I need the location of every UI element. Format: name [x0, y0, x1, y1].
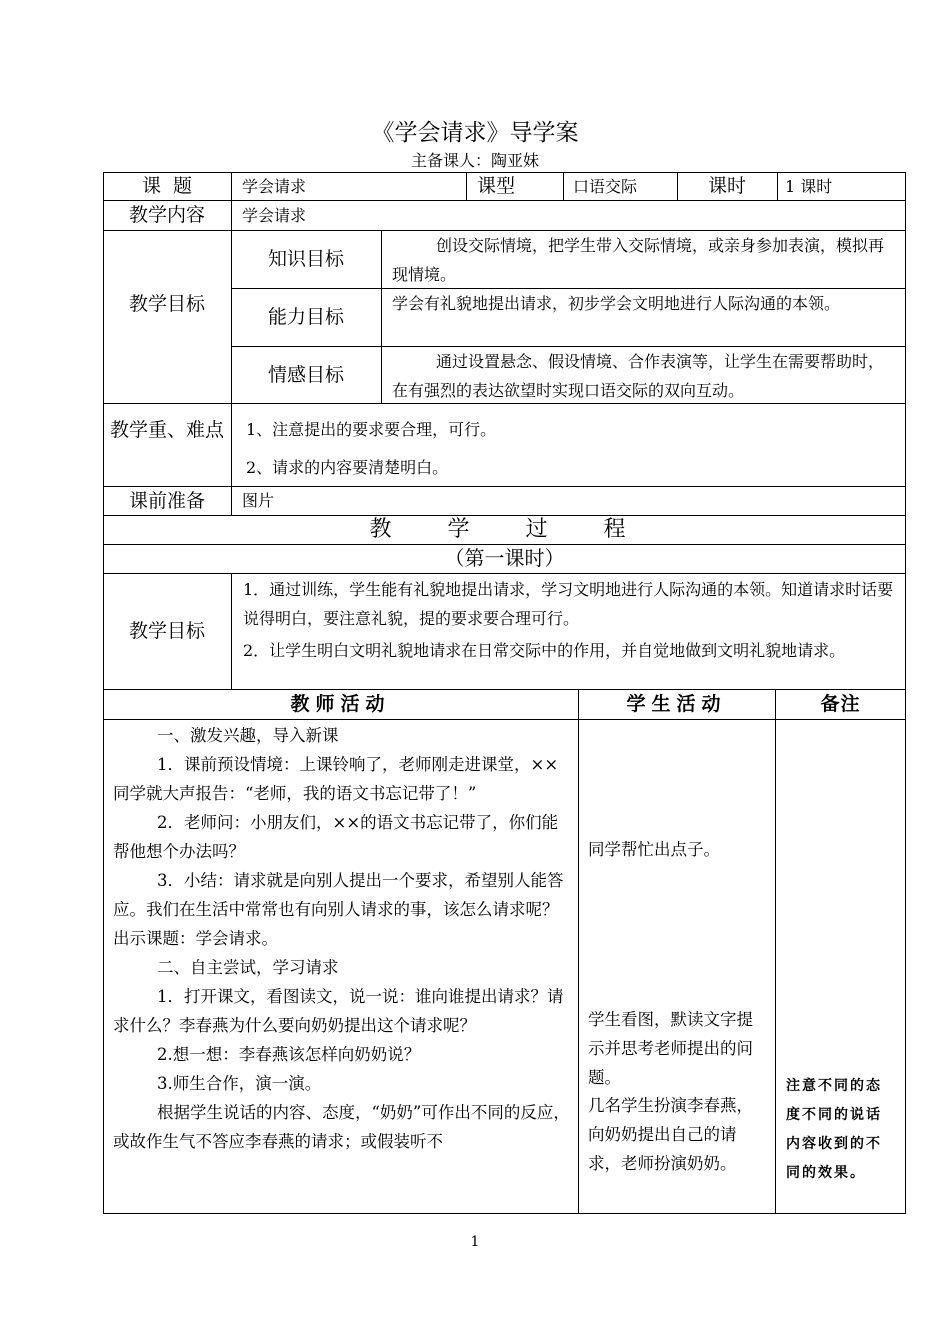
- teacher-step-1-2: 2．老师问：小朋友们，××的语文书忘记带了，你们能帮他想个办法吗？: [113, 813, 559, 861]
- process-period: （第一课时）: [444, 546, 565, 570]
- content-label: 教学内容: [128, 204, 205, 226]
- document-title: 《学会请求》导学案: [371, 120, 579, 146]
- period-label: 课时: [707, 175, 746, 197]
- teacher-step-2-2: 2.想一想：李春燕该怎样向奶奶说？: [157, 1045, 421, 1064]
- student-activity-3: 几名学生扮演李春燕，向奶奶提出自己的请求，老师扮演奶奶。: [588, 1096, 753, 1173]
- ability-goal-text: 学会有礼貌地提出请求，初步学会文明地进行人际沟通的本领。: [392, 294, 841, 313]
- teacher-step-2-3-detail: 根据学生说话的内容、态度，“奶奶”可作出不同的反应，或故作生气不答应李春燕的请求；或假装听不: [113, 1103, 570, 1151]
- note-header: 备注: [820, 693, 861, 715]
- page-number: 1: [470, 1234, 480, 1250]
- student-activity-2: 学生看图，默读文字提示并思考老师提出的问题。: [588, 1010, 753, 1087]
- process-goal-2: 2．让学生明白文明礼貌地请求在日常交际中的作用，并自觉地做到文明礼貌地请求。: [243, 641, 846, 660]
- type-label: 课型: [476, 175, 515, 197]
- teacher-section-2: 二、自主尝试，学习请求: [157, 958, 339, 977]
- process-goal-1: 1．通过训练，学生能有礼貌地提出请求，学习文明地进行人际沟通的本领。知道请求时话要说得明白，要注意礼貌，提的要求要合理可行。: [243, 580, 894, 628]
- ability-goal-label: 能力目标: [267, 306, 344, 328]
- process-goals-label: 教学目标: [128, 620, 205, 642]
- topic-label: 课 题: [141, 175, 193, 197]
- teacher-section-1: 一、激发兴趣，导入新课: [157, 726, 339, 745]
- preparation-value: 图片: [242, 491, 275, 510]
- student-activity-1: 同学帮忙出点子。: [588, 840, 720, 859]
- document-author: 主备课人：陶亚妹: [410, 151, 539, 170]
- note-text: 注意不同的态度不同的说话内容收到的不同的效果。: [786, 1078, 882, 1181]
- goals-label: 教学目标: [128, 293, 205, 315]
- teacher-step-2-1: 1．打开课文，看图读文，说一说：谁向谁提出请求？请求什么？李春燕为什么要向奶奶提出这个请求呢？: [113, 987, 564, 1035]
- key-point-1: 1、注意提出的要求要合理，可行。: [246, 420, 497, 439]
- emotion-goal-label: 情感目标: [267, 364, 344, 386]
- teacher-step-2-3: 3.师生合作，演一演。: [157, 1074, 322, 1093]
- teacher-step-1-1: 1．课前预设情境：上课铃响了，老师刚走进课堂，××同学就大声报告：“老师，我的语文书忘记带了！”: [113, 755, 559, 803]
- student-activity-header: 学生活动: [626, 693, 727, 715]
- knowledge-goal-label: 知识目标: [267, 248, 344, 270]
- topic-value: 学会请求: [242, 177, 307, 196]
- content-value: 学会请求: [242, 206, 307, 225]
- emotion-goal-text: 通过设置悬念、假设情境、合作表演等，让学生在需要帮助时，在有强烈的表达欲望时实现口语交际的双向互动。: [392, 352, 885, 400]
- period-value: 1 课时: [785, 177, 833, 196]
- key-point-2: 2、请求的内容要清楚明白。: [246, 458, 449, 477]
- teacher-activity-header: 教师活动: [290, 693, 391, 715]
- teacher-activity-content: [113, 721, 570, 1156]
- type-value: 口语交际: [573, 177, 638, 196]
- key-points-label: 教学重、难点: [110, 419, 225, 441]
- teacher-step-1-3: 3．小结：请求就是向别人提出一个要求，希望别人能答应。我们在生活中常常也有向别人请求的事，该怎么请求呢？出示课题：学会请求。: [113, 871, 564, 948]
- knowledge-goal-text: 创设交际情境，把学生带入交际情境，或亲身参加表演，模拟再现情境。: [392, 236, 885, 284]
- process-heading: 教 学 过 程: [369, 517, 640, 542]
- preparation-label: 课前准备: [128, 490, 205, 512]
